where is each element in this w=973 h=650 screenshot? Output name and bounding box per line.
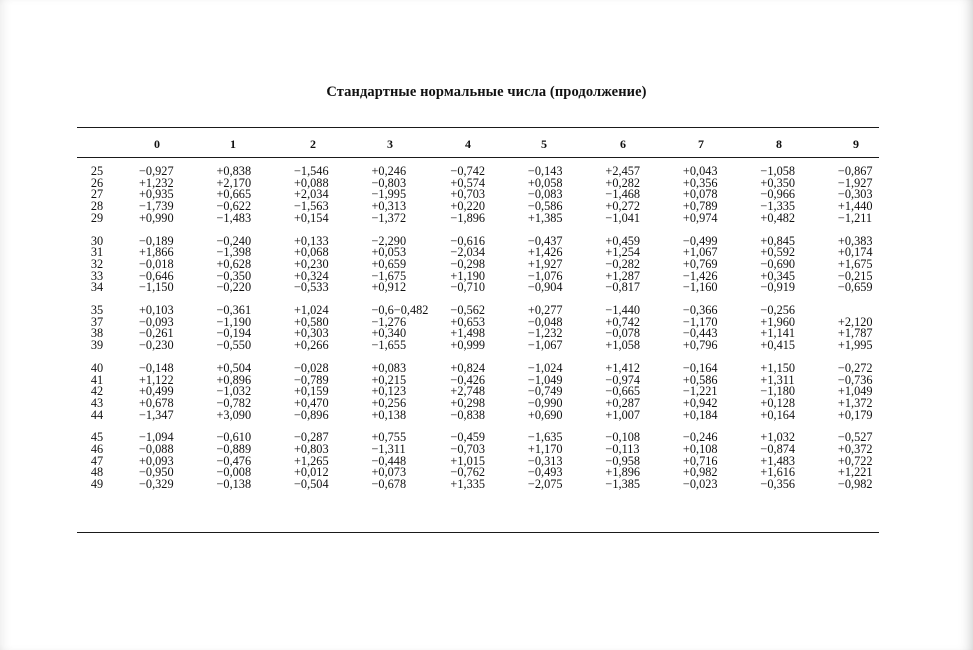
table-cell: +1,150 — [760, 360, 796, 375]
row-number: 34 — [90, 280, 104, 295]
table-cell: −0,927 — [139, 164, 174, 178]
table-cell: +0,504 — [216, 360, 252, 375]
table-cell: +1,024 — [294, 303, 329, 318]
table-cell: −1,150 — [139, 280, 174, 295]
table-cell: +1,122 — [139, 372, 174, 387]
table-cell: −0,919 — [760, 280, 796, 295]
table-cell: −1,276 — [371, 314, 407, 329]
table-cell: +0,592 — [760, 245, 796, 260]
table-cell: +0,184 — [682, 407, 718, 422]
column-header: 5 — [541, 137, 547, 151]
table-cell: −0,678 — [371, 477, 407, 492]
table-cell: −0,018 — [139, 256, 174, 271]
table-cell: −0,426 — [450, 372, 486, 387]
table-cell: −0,562 — [450, 303, 486, 318]
column-header: 9 — [853, 137, 859, 151]
table-cell: −0,282 — [605, 256, 641, 271]
table-cell: +0,058 — [527, 175, 563, 190]
table-cell: −0,220 — [216, 280, 252, 295]
table-cell: +2,120 — [837, 314, 873, 329]
table-cell: +0,990 — [139, 210, 174, 225]
table-cell: +0,769 — [682, 256, 718, 271]
table-cell: +0,159 — [294, 384, 329, 399]
table-cell: +0,586 — [682, 372, 718, 387]
table-cell: −0,194 — [216, 326, 252, 341]
table-cell: +0,912 — [371, 280, 407, 295]
table-cell: +1,866 — [139, 245, 174, 260]
column-header: 0 — [154, 137, 160, 151]
table-cell: −0,838 — [450, 407, 486, 422]
table-cell: −1,160 — [682, 280, 718, 295]
table-cell: −0,782 — [216, 395, 252, 410]
table-cell: +0,659 — [371, 256, 407, 271]
table-cell: −1,221 — [682, 384, 718, 399]
table-cell: −1,440 — [605, 303, 641, 318]
table-cell: −0,189 — [139, 233, 174, 248]
table-cell: +0,340 — [371, 326, 407, 341]
table-cell: +0,803 — [294, 442, 329, 457]
table-cell: +0,999 — [450, 338, 486, 353]
row-number: 47 — [90, 453, 104, 468]
table-cell: −0,950 — [139, 465, 174, 480]
table-cell: −1,094 — [139, 430, 174, 445]
table-cell: −0,874 — [760, 442, 796, 457]
table-cell: −1,347 — [139, 407, 174, 422]
row-number: 42 — [90, 384, 104, 399]
row-number: 33 — [90, 268, 104, 283]
table-cell: +0,164 — [760, 407, 796, 422]
column-header: 8 — [776, 137, 782, 151]
row-number: 31 — [90, 245, 104, 260]
table-cell: −1,398 — [216, 245, 252, 260]
table-cell: −1,041 — [605, 210, 641, 225]
table-top-rule — [77, 127, 879, 128]
table-cell: +0,093 — [139, 453, 174, 468]
table-cell: +1,995 — [837, 338, 873, 353]
table-cell: +0,716 — [682, 453, 718, 468]
table-cell: +0,277 — [527, 303, 563, 318]
table-cell: −1,311 — [371, 442, 406, 457]
table-cell: +1,190 — [450, 268, 486, 283]
table-cell: +1,412 — [605, 360, 641, 375]
table-cell: +1,616 — [760, 465, 796, 480]
table-cell: −0,742 — [450, 164, 486, 178]
table-cell: +1,787 — [837, 326, 873, 341]
table-cell: −0,622 — [216, 199, 252, 214]
table-cell: −0,889 — [216, 442, 252, 457]
row-number: 26 — [90, 175, 104, 190]
table-cell: −0,148 — [139, 360, 174, 375]
table-cell: −1,211 — [837, 210, 873, 225]
table-cell: +1,335 — [450, 477, 486, 492]
table-cell: +1,287 — [605, 268, 641, 283]
table-cell: +0,078 — [682, 187, 718, 202]
table-cell: −0,138 — [216, 477, 252, 492]
table-cell: +0,470 — [294, 395, 329, 410]
table-cell: −0,527 — [837, 430, 873, 445]
row-number: 41 — [90, 372, 104, 387]
table-cell: −0,690 — [760, 256, 796, 271]
table-cell: +1,372 — [837, 395, 873, 410]
table-cell: −0,448 — [371, 453, 407, 468]
table-cell: −0,550 — [216, 338, 252, 353]
table-cell: −0,287 — [294, 430, 329, 445]
row-number: 30 — [90, 233, 104, 248]
table-cell: +0,356 — [682, 175, 718, 190]
table-cell: +1,426 — [527, 245, 563, 260]
table-cell: +0,287 — [605, 395, 641, 410]
row-number: 25 — [90, 164, 104, 178]
row-number: 44 — [90, 407, 104, 422]
table-cell: −1,232 — [527, 326, 563, 341]
table-cell: +0,230 — [294, 256, 329, 271]
table-cell: +0,789 — [682, 199, 718, 214]
random-normal-table — [77, 166, 893, 491]
table-cell: −1,927 — [837, 175, 873, 190]
table-cell: +1,015 — [450, 453, 486, 468]
table-cell: +0,215 — [371, 372, 407, 387]
table-cell: −0,164 — [682, 360, 718, 375]
table-cell: +2,034 — [294, 187, 329, 202]
table-cell: −0,023 — [682, 477, 718, 492]
table-cell: +0,282 — [605, 175, 641, 190]
table-cell: +1,960 — [760, 314, 796, 329]
table-cell: −0,443 — [682, 326, 718, 341]
table-cell: −0,088 — [139, 442, 174, 457]
table-cell: −0,093 — [139, 314, 174, 329]
table-cell: −1,335 — [760, 199, 796, 214]
table-cell: −0,736 — [837, 372, 873, 387]
table-cell: −0,6−0,482 — [371, 303, 429, 318]
row-number: 29 — [90, 210, 104, 225]
row-number: 45 — [90, 430, 104, 445]
table-cell: −0,261 — [139, 326, 174, 341]
table-cell: +1,498 — [450, 326, 486, 341]
table-cell: −0,313 — [527, 453, 563, 468]
table-cell: −0,665 — [605, 384, 641, 399]
table-cell: +0,256 — [371, 395, 407, 410]
table-cell: −0,143 — [527, 164, 563, 178]
table-cell: −1,655 — [371, 338, 407, 353]
row-number: 38 — [90, 326, 104, 341]
table-cell: +1,170 — [527, 442, 563, 457]
table-cell: +1,058 — [605, 338, 641, 353]
table-cell: −2,034 — [450, 245, 486, 260]
table-cell: −1,563 — [294, 199, 329, 214]
table-cell: +0,179 — [837, 407, 873, 422]
table-cell: +0,742 — [605, 314, 641, 329]
table-cell: +0,678 — [139, 395, 174, 410]
row-number: 32 — [90, 256, 104, 271]
table-cell: +0,345 — [760, 268, 796, 283]
table-row — [77, 282, 893, 294]
table-cell: +0,459 — [605, 233, 641, 248]
table-cell: +0,372 — [837, 442, 873, 457]
table-cell: −1,385 — [605, 477, 641, 492]
table-cell: +0,298 — [450, 395, 486, 410]
table-cell: +1,221 — [837, 465, 873, 480]
table-cell: −0,958 — [605, 453, 641, 468]
table-cell: +0,313 — [371, 199, 407, 214]
table-cell: +0,128 — [760, 395, 796, 410]
table-cell: −0,974 — [605, 372, 641, 387]
table-cell: +1,049 — [837, 384, 873, 399]
table-cell: +3,090 — [216, 407, 252, 422]
table-cell: +1,483 — [760, 453, 796, 468]
table-row — [77, 213, 893, 225]
table-cell: +0,350 — [760, 175, 796, 190]
table-cell: −1,032 — [216, 384, 252, 399]
table-cell: +1,927 — [527, 256, 563, 271]
table-cell: −0,350 — [216, 268, 252, 283]
table-cell: −0,493 — [527, 465, 563, 480]
table-cell: −2,075 — [527, 477, 563, 492]
table-cell: −0,982 — [837, 477, 873, 492]
table-cell: −0,749 — [527, 384, 563, 399]
table-cell: −0,990 — [527, 395, 563, 410]
column-header: 7 — [698, 137, 704, 151]
table-cell: +0,942 — [682, 395, 718, 410]
table-cell: −0,904 — [527, 280, 563, 295]
table-cell: −0,504 — [294, 477, 329, 492]
table-cell: −0,108 — [605, 430, 641, 445]
column-header: 2 — [310, 137, 316, 151]
table-cell: +0,628 — [216, 256, 252, 271]
column-header: 4 — [465, 137, 471, 151]
table-cell: +0,324 — [294, 268, 329, 283]
table-cell: +0,303 — [294, 326, 329, 341]
table-cell: +0,982 — [682, 465, 718, 480]
table-cell: −0,256 — [760, 303, 796, 318]
table-cell: −0,476 — [216, 453, 252, 468]
table-cell: −0,437 — [527, 233, 563, 248]
table-cell: −1,170 — [682, 314, 718, 329]
table-cell: −0,610 — [216, 430, 252, 445]
table-cell: −1,426 — [682, 268, 718, 283]
row-number: 40 — [90, 360, 104, 375]
table-cell: +0,974 — [682, 210, 718, 225]
table-cell: +0,896 — [216, 372, 252, 387]
table-cell: +0,574 — [450, 175, 486, 190]
table-cell: −0,361 — [216, 303, 252, 318]
table-cell: +0,154 — [294, 210, 329, 225]
table-cell: −0,083 — [527, 187, 563, 202]
table-cell: +1,232 — [139, 175, 174, 190]
table-cell: −0,356 — [760, 477, 796, 492]
table-cell: −0,246 — [682, 430, 718, 445]
table-cell: −0,008 — [216, 465, 252, 480]
table-cell: +0,690 — [527, 407, 563, 422]
table-cell: +0,043 — [682, 164, 718, 178]
table-bottom-rule — [77, 532, 879, 533]
row-number: 27 — [90, 187, 104, 202]
table-cell: −1,180 — [760, 384, 796, 399]
table-cell: +1,385 — [527, 210, 563, 225]
column-header: 3 — [387, 137, 393, 151]
table-cell: −0,303 — [837, 187, 873, 202]
table-cell: +0,580 — [294, 314, 329, 329]
table-cell: +0,103 — [139, 303, 174, 318]
table-cell: +0,266 — [294, 338, 329, 353]
table-cell: +0,935 — [139, 187, 174, 202]
table-cell: +1,032 — [760, 430, 796, 445]
table-cell: −0,616 — [450, 233, 486, 248]
table-cell: −0,240 — [216, 233, 252, 248]
table-cell: −1,483 — [216, 210, 252, 225]
table-cell: +1,440 — [837, 199, 873, 214]
table-cell: +0,123 — [371, 384, 407, 399]
table-cell: −0,659 — [837, 280, 873, 295]
table-cell: +1,265 — [294, 453, 329, 468]
table-cell: +0,755 — [371, 430, 407, 445]
table-cell: −0,896 — [294, 407, 329, 422]
table-row — [77, 340, 893, 352]
table-cell: +2,457 — [605, 164, 641, 178]
table-cell: +0,272 — [605, 199, 641, 214]
table-cell: −0,586 — [527, 199, 563, 214]
row-number: 39 — [90, 338, 104, 353]
table-cell: +0,053 — [371, 245, 407, 260]
row-number: 46 — [90, 442, 104, 457]
table-cell: +1,675 — [837, 256, 873, 271]
column-header: 1 — [230, 137, 236, 151]
column-header: 6 — [620, 137, 626, 151]
row-number: 49 — [90, 477, 104, 492]
table-cell: −0,459 — [450, 430, 486, 445]
table-cell: −1,675 — [371, 268, 407, 283]
table-cell: −0,533 — [294, 280, 329, 295]
table-cell: +0,138 — [371, 407, 407, 422]
row-number: 35 — [90, 303, 104, 318]
table-cell: −1,635 — [527, 430, 563, 445]
header-rule — [77, 157, 879, 158]
table-cell: −2,290 — [371, 233, 407, 248]
table-cell: +0,722 — [837, 453, 873, 468]
table-cell: +1,141 — [760, 326, 796, 341]
table-cell: −0,646 — [139, 268, 174, 283]
table-cell: −0,867 — [837, 164, 873, 178]
table-cell: +2,748 — [450, 384, 486, 399]
row-number: 43 — [90, 395, 104, 410]
table-cell: +0,415 — [760, 338, 796, 353]
table-cell: +0,174 — [837, 245, 873, 260]
table-cell: −1,058 — [760, 164, 796, 178]
table-cell: +0,482 — [760, 210, 796, 225]
table-cell: +0,220 — [450, 199, 486, 214]
table-row — [77, 410, 893, 422]
table-cell: −0,078 — [605, 326, 641, 341]
table-cell: −0,803 — [371, 175, 407, 190]
table-cell: +0,108 — [682, 442, 718, 457]
table-cell: +0,383 — [837, 233, 873, 248]
table-cell: +0,068 — [294, 245, 329, 260]
table-cell: −0,966 — [760, 187, 796, 202]
table-cell: −1,546 — [294, 164, 329, 178]
table-cell: −1,024 — [527, 360, 563, 375]
table-cell: −0,048 — [527, 314, 563, 329]
table-cell: +0,133 — [294, 233, 329, 248]
table-cell: −0,762 — [450, 465, 486, 480]
table-cell: −1,372 — [371, 210, 407, 225]
table-cell: +1,067 — [682, 245, 718, 260]
table-cell: −1,076 — [527, 268, 563, 283]
table-cell: +0,845 — [760, 233, 796, 248]
table-cell: +1,007 — [605, 407, 641, 422]
table-cell: −0,710 — [450, 280, 486, 295]
table-cell: −1,739 — [139, 199, 174, 214]
table-cell: +2,170 — [216, 175, 252, 190]
table-cell: +0,088 — [294, 175, 329, 190]
table-cell: −0,272 — [837, 360, 873, 375]
table-cell: −0,215 — [837, 268, 873, 283]
row-number: 37 — [90, 314, 104, 329]
table-cell: −0,113 — [605, 442, 640, 457]
table-cell: −0,499 — [682, 233, 718, 248]
table-cell: −0,789 — [294, 372, 329, 387]
table-cell: +0,796 — [682, 338, 718, 353]
table-cell: −1,995 — [371, 187, 407, 202]
table-cell: −1,067 — [527, 338, 563, 353]
table-cell: −0,230 — [139, 338, 174, 353]
table-cell: +0,499 — [139, 384, 174, 399]
table-cell: −1,468 — [605, 187, 641, 202]
table-cell: +0,653 — [450, 314, 486, 329]
table-row — [77, 479, 893, 491]
table-cell: +0,665 — [216, 187, 252, 202]
table-cell: −1,049 — [527, 372, 563, 387]
page-title: Стандартные нормальные числа (продолжение) — [326, 84, 647, 100]
table-cell: +0,246 — [371, 164, 407, 178]
table-cell: +0,083 — [371, 360, 407, 375]
table-cell: +1,254 — [605, 245, 641, 260]
table-cell: −1,190 — [216, 314, 252, 329]
table-cell: −1,896 — [450, 210, 486, 225]
table-cell: +0,073 — [371, 465, 407, 480]
table-cell: −0,028 — [294, 360, 329, 375]
table-cell: +1,311 — [760, 372, 795, 387]
table-cell: +0,824 — [450, 360, 486, 375]
table-cell: −0,817 — [605, 280, 641, 295]
table-cell: +0,838 — [216, 164, 252, 178]
table-cell: −0,366 — [682, 303, 718, 318]
table-cell: +0,012 — [294, 465, 329, 480]
table-cell: −0,329 — [139, 477, 174, 492]
table-cell: −0,298 — [450, 256, 486, 271]
table-cell: +0,703 — [450, 187, 486, 202]
table-cell: −0,703 — [450, 442, 486, 457]
table-cell: +1,896 — [605, 465, 641, 480]
row-number: 28 — [90, 199, 104, 214]
row-number: 48 — [90, 465, 104, 480]
